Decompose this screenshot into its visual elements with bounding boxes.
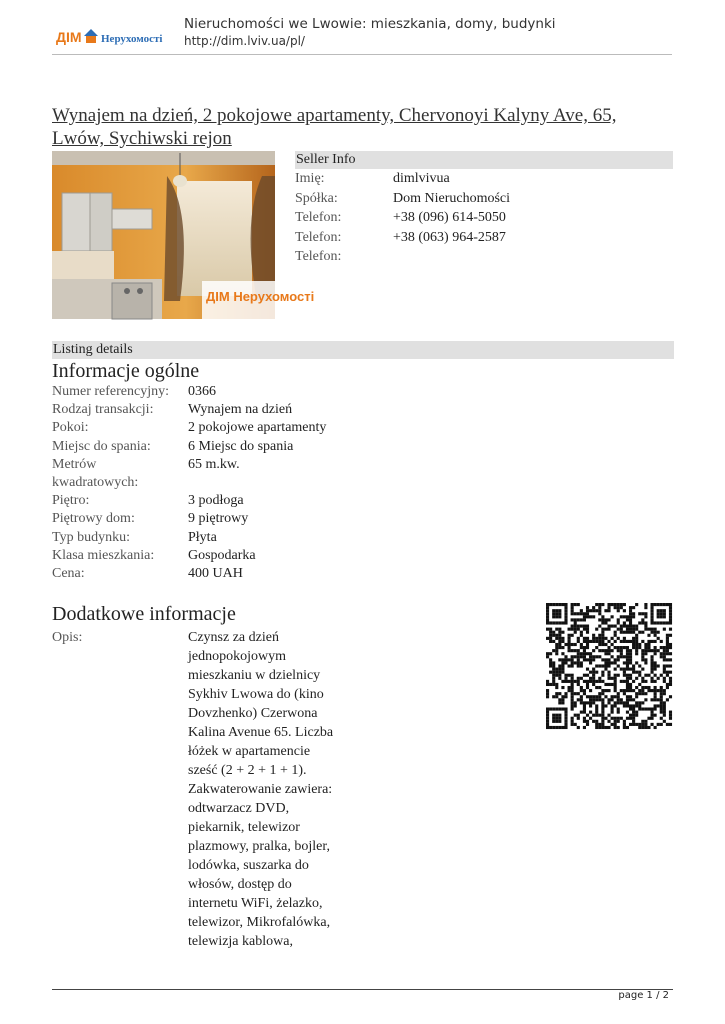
svg-text:ДІМ: ДІМ xyxy=(56,29,82,45)
svg-text:Нерухомості: Нерухомості xyxy=(101,33,163,45)
description-label: Opis: xyxy=(52,630,83,645)
seller-row xyxy=(295,169,673,189)
info-value: 2 pokojowe apartamenty xyxy=(188,420,327,436)
general-info-heading: Informacje ogólne xyxy=(52,360,200,382)
seller-phone[interactable]: +38 (063) 964-2587 xyxy=(393,229,506,245)
additional-info-heading: Dodatkowe informacje xyxy=(52,603,236,625)
seller-value: dimlvivua xyxy=(393,171,450,186)
description-line: Kalina Avenue 65. Liczba xyxy=(188,725,334,740)
info-row xyxy=(52,529,392,547)
description-text xyxy=(188,628,348,951)
info-value: 9 piętrowy xyxy=(188,511,249,527)
info-value: 3 podłoga xyxy=(188,493,244,509)
info-label: Piętrowy dom: xyxy=(52,511,135,527)
description-line: Dovzhenko) Czerwona xyxy=(188,706,318,721)
info-value: Wynajem na dzień xyxy=(188,402,293,418)
description-line: Czynsz za dzień xyxy=(188,630,279,645)
description-line: telewizja kablowa, xyxy=(188,934,293,949)
seller-value: Dom Nieruchomości xyxy=(393,190,511,206)
description-line: mieszkaniu w dzielnicy xyxy=(188,668,321,683)
info-value: Gospodarka xyxy=(188,547,256,563)
info-row xyxy=(52,456,392,492)
seller-heading: Seller Info xyxy=(295,151,673,169)
info-label: Pokoi: xyxy=(52,420,89,436)
description-block xyxy=(52,628,372,951)
description-line: Zakwaterowanie zawiera: xyxy=(188,782,333,797)
description-line: piekarnik, telewizor xyxy=(188,820,300,835)
description-line: łóżek w apartamencie xyxy=(188,744,311,759)
listing-title[interactable]: Wynajem na dzień, 2 pokojowe apartamenty, Chervonoyi Kalyny Ave, 65, Lwów, Sychiwski rejon xyxy=(52,105,617,149)
seller-row xyxy=(295,228,673,248)
description-line: lodówka, suszarka do xyxy=(188,858,309,873)
info-label: Numer referencyjny: xyxy=(52,384,169,399)
description-line: plazmowy, pralka, bojler, xyxy=(188,839,330,854)
description-line: telewizor, Mikrofalówka, xyxy=(188,915,331,930)
info-value: 0366 xyxy=(188,384,216,399)
info-label: Miejsc do spania: xyxy=(52,438,151,454)
seller-label: Telefon: xyxy=(295,249,342,265)
info-label: Metrów kwadratowych: xyxy=(52,456,139,491)
info-label: Typ budynku: xyxy=(52,529,130,545)
info-value: 6 Miejsc do spania xyxy=(188,438,294,454)
general-info-table xyxy=(52,383,392,583)
info-label: Klasa mieszkania: xyxy=(52,547,155,563)
info-row xyxy=(52,438,392,456)
seller-row xyxy=(295,189,673,209)
info-label: Piętro: xyxy=(52,493,90,509)
qr-code[interactable] xyxy=(546,603,672,729)
site-logo[interactable] xyxy=(54,26,172,46)
info-label: Rodzaj transakcji: xyxy=(52,402,154,418)
seller-info xyxy=(295,151,673,267)
description-line: jednopokojowym xyxy=(188,649,286,664)
listing-details-bar: Listing details xyxy=(52,341,674,359)
info-row xyxy=(52,510,392,528)
page-number: page 1 / 2 xyxy=(618,990,669,1001)
site-url[interactable]: http://dim.lviv.ua/pl/ xyxy=(184,34,305,48)
info-value: Płyta xyxy=(188,529,217,545)
seller-row xyxy=(295,247,673,267)
site-title: Nieruchomości we Lwowie: mieszkania, domy, budynki xyxy=(184,16,556,32)
seller-label: Telefon: xyxy=(295,210,342,226)
seller-label: Spółka: xyxy=(295,190,338,206)
description-line: sześć (2 + 2 + 1 + 1). xyxy=(188,763,307,778)
info-row xyxy=(52,401,392,419)
seller-label: Telefon: xyxy=(295,229,342,245)
footer-divider xyxy=(52,989,673,990)
info-row xyxy=(52,419,392,437)
description-line: odtwarzacz DVD, xyxy=(188,801,290,816)
info-row xyxy=(52,547,392,565)
info-row xyxy=(52,565,392,583)
description-line: Sykhiv Lwowa do (kino xyxy=(188,687,324,702)
seller-row xyxy=(295,208,673,228)
info-row xyxy=(52,383,392,401)
info-row xyxy=(52,492,392,510)
info-label: Cena: xyxy=(52,566,85,582)
seller-phone[interactable]: +38 (096) 614-5050 xyxy=(393,210,506,226)
description-line: włosów, dostęp do xyxy=(188,877,292,892)
seller-label: Imię: xyxy=(295,171,325,186)
page-header xyxy=(52,14,672,55)
photo-watermark: ДІМ Нерухомості xyxy=(206,289,315,304)
price-value: 400 UAH xyxy=(188,566,243,582)
info-value: 65 m.kw. xyxy=(188,456,240,472)
description-line: internetu WiFi, żelazko, xyxy=(188,896,323,911)
